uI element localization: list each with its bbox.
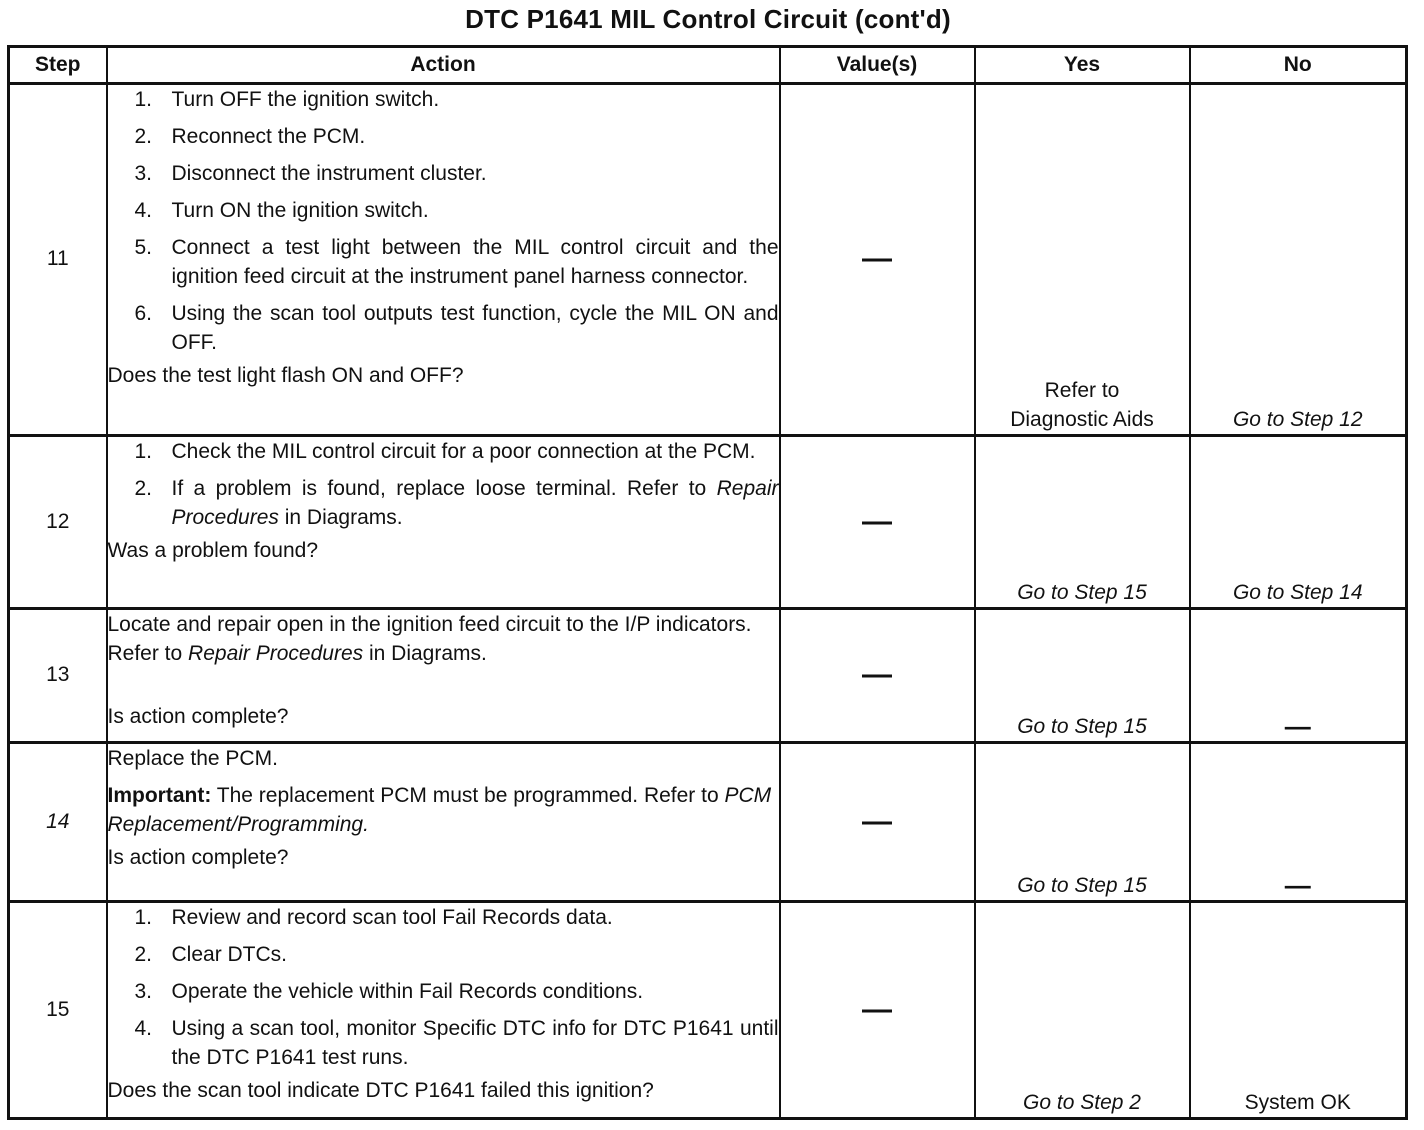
no-cell: Go to Step 14 — [1190, 435, 1407, 608]
diagnostic-table — [7, 45, 1408, 1120]
action-cell — [107, 84, 780, 436]
list-item: 5. Connect a test light between the MIL control circuit and the ignition feed circuit at the instrument panel harness connector. — [134, 236, 779, 288]
header-values: Value(s) — [780, 47, 975, 84]
list-item: 4. Turn ON the ignition switch. — [134, 199, 429, 222]
action-question: Is action complete? — [107, 704, 289, 728]
important-label: Important: — [107, 784, 212, 808]
yes-cell: Go to Step 15 — [975, 743, 1190, 902]
action-cell — [107, 608, 780, 743]
action-steps — [108, 85, 779, 357]
table-row — [9, 608, 1407, 743]
value-cell — [780, 608, 975, 743]
action-steps — [108, 903, 779, 1072]
value-dash: — — [862, 242, 892, 276]
yes-cell: Go to Step 15 — [975, 435, 1190, 608]
list-item: 2. Reconnect the PCM. — [134, 125, 366, 148]
reference-link-text: Repair Procedures — [171, 476, 779, 529]
reference-link-text: PCM Replacement/Programming. — [107, 784, 772, 837]
action-question: Does the test light flash ON and OFF? — [107, 364, 464, 387]
no-cell: System OK — [1190, 901, 1407, 1118]
header-row — [9, 47, 1407, 84]
list-item: 4. Using a scan tool, monitor Specific DTC info for DTC P1641 until the DTC P1641 test runs. — [134, 1016, 779, 1069]
table-row — [9, 435, 1407, 608]
value-cell — [780, 901, 975, 1118]
list-item: 2. If a problem is found, replace loose terminal. Refer to Repair Procedures in Diagrams. — [134, 476, 779, 529]
table-row — [9, 743, 1407, 902]
page-title: DTC P1641 MIL Control Circuit (cont'd) — [465, 4, 951, 34]
action-question: Is action complete? — [107, 846, 289, 870]
list-item: 2. Clear DTCs. — [134, 942, 288, 966]
step-number: 15 — [9, 901, 107, 1118]
value-cell — [780, 84, 975, 436]
action-cell — [107, 435, 780, 608]
value-dash: — — [862, 992, 892, 1026]
yes-cell — [975, 84, 1190, 436]
action-question: Was a problem found? — [107, 538, 319, 562]
important-note: Important: The replacement PCM must be programmed. Refer to PCM Replacement/Programming. — [107, 784, 772, 837]
value-cell — [780, 435, 975, 608]
step-number: 12 — [9, 435, 107, 608]
action-text: Replace the PCM. — [107, 747, 278, 771]
no-cell: — — [1190, 608, 1407, 743]
yes-text-line2: Diagnostic Aids — [1010, 407, 1154, 431]
action-steps — [108, 437, 779, 532]
reference-link-text: Repair Procedures — [188, 641, 364, 665]
list-item: 3. Operate the vehicle within Fail Records conditions. — [134, 979, 644, 1003]
yes-cell: Go to Step 15 — [975, 608, 1190, 743]
table-row — [9, 901, 1407, 1118]
list-item: 3. Disconnect the instrument cluster. — [134, 162, 487, 185]
header-yes: Yes — [975, 47, 1190, 84]
table-row — [9, 84, 1407, 436]
header-step: Step — [9, 47, 107, 84]
step-number: 11 — [9, 84, 107, 436]
list-item: 1. Turn OFF the ignition switch. — [134, 88, 440, 111]
step-number: 14 — [9, 743, 107, 902]
value-dash: — — [862, 504, 892, 538]
no-cell: — — [1190, 743, 1407, 902]
action-cell — [107, 901, 780, 1118]
header-action: Action — [107, 47, 780, 84]
action-cell — [107, 743, 780, 902]
list-item: 1. Check the MIL control circuit for a poor connection at the PCM. — [134, 439, 756, 463]
header-no: No — [1190, 47, 1407, 84]
step-number: 13 — [9, 608, 107, 743]
value-dash: — — [862, 805, 892, 839]
list-item: 6. Using the scan tool outputs test function, cycle the MIL ON and OFF. — [134, 302, 779, 354]
value-dash: — — [862, 658, 892, 692]
no-cell: Go to Step 12 — [1190, 84, 1407, 436]
action-text: Locate and repair open in the ignition feed circuit to the I/P indicators. Refer to Repair Procedures in Diagrams. — [107, 612, 752, 665]
value-cell — [780, 743, 975, 902]
yes-cell: Go to Step 2 — [975, 901, 1190, 1118]
yes-text-line1: Refer to — [1044, 378, 1120, 402]
action-question: Does the scan tool indicate DTC P1641 failed this ignition? — [107, 1078, 654, 1102]
list-item: 1. Review and record scan tool Fail Records data. — [134, 905, 613, 929]
